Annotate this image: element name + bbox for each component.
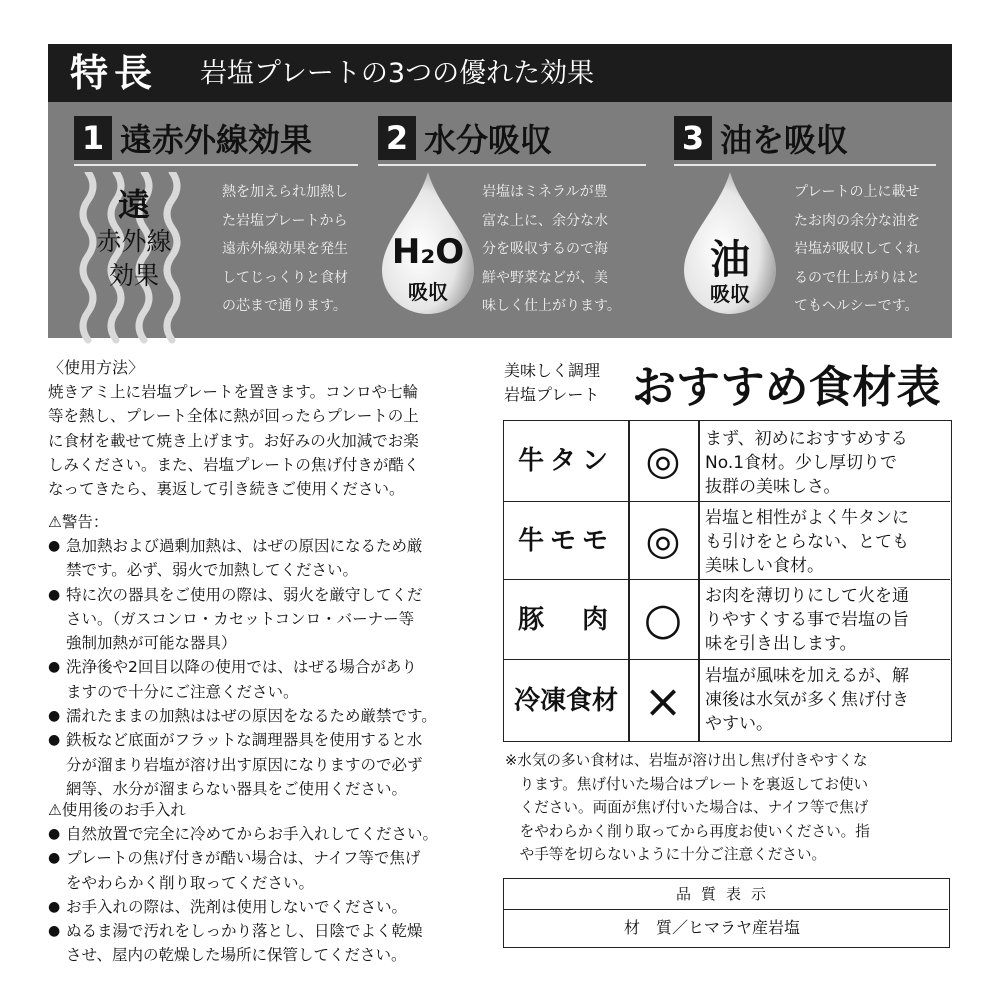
warning-heading: ⚠警告： [48, 513, 109, 531]
care-item: ● プレートの焦げ付きが酷い場合は、ナイフ等で焦げ をやわらかく削り取ってください。 [48, 846, 493, 895]
food-description: 岩塩が風味を加えるが、解 凍後は水気が多く焦げ付き やすい。 [705, 666, 909, 734]
heat-wave-icon [74, 172, 194, 344]
warning-item: ● 特に次の器具をご使用の際は、弱火を厳守してくだ さい。（ガスコンロ・カセットコンロ・バーナー等 強制加熱が可能な器具） [48, 583, 493, 656]
desc-line: 熱を加えられ加熱し [222, 184, 348, 200]
desc-line: プレートの上に載せ [794, 184, 920, 200]
feature-title: 特長 [70, 51, 159, 95]
feature-oil-absorption [674, 114, 942, 334]
feature-heading [378, 114, 552, 162]
usage-section [48, 356, 488, 501]
warning-item: ● 洗浄後や2回目以降の使用では、はぜる場合があり ますので十分にご注意ください。 [48, 655, 493, 704]
desc-line: るので仕上がりはと [794, 269, 920, 286]
care-item: ● 自然放置で完全に冷めてからお手入れしてください。 [48, 822, 493, 846]
feature-far-infrared [74, 114, 358, 334]
feature-number: 2 [378, 116, 416, 160]
feature-divider [378, 164, 646, 166]
icon-label: 効果 [108, 261, 159, 290]
table-row [504, 659, 950, 742]
table-row [504, 579, 950, 660]
feature-divider [74, 164, 358, 166]
feature-heading [674, 114, 848, 162]
rating-double-circle-icon: ◎ [645, 438, 681, 484]
food-name: 豚 肉 [517, 605, 614, 635]
care-section [48, 798, 493, 968]
food-name: 冷凍食材 [513, 686, 618, 716]
feature-subtitle: 岩塩プレートの3つの優れた効果 [200, 58, 595, 89]
table-row [504, 501, 950, 580]
icon-label: 吸収 [408, 280, 448, 304]
food-name: 牛タン [517, 446, 614, 476]
feature-heading-text: 油を吸収 [720, 121, 849, 159]
usage-title: 〈使用方法〉 [48, 358, 145, 377]
food-description: お肉を薄切りにして火を通 りやすくする事で岩塩の旨 味を引き出します。 [705, 586, 909, 654]
desc-line: てもヘルシーです。 [794, 298, 919, 314]
icon-label: H₂O [391, 232, 465, 272]
desc-line: 岩塩はミネラルが豊 [482, 184, 608, 200]
warning-item: ● 鉄板など底面がフラットな調理器具を使用すると水 分が溜まり岩塩が溶け出す原因になりますので必ず 網等、水分が溜まらない器具をご使用ください。 [48, 728, 493, 801]
table-row [504, 421, 950, 501]
warning-section [48, 510, 493, 801]
food-description: まず、初めにおすすめする No.1食材。少し厚切りで 抜群の美味しさ。 [705, 429, 908, 497]
icon-label: 吸収 [710, 282, 750, 306]
feature-number: 3 [674, 116, 712, 160]
care-item: ● ぬるま湯で汚れをしっかり落とし、日陰でよく乾燥 させ、屋内の乾燥した場所に保管してください。 [48, 919, 493, 968]
desc-line: の芯まで通ります。 [222, 298, 347, 314]
icon-label: 油 [710, 237, 750, 283]
care-item: ● お手入れの際は、洗剤は使用しないでください。 [48, 895, 493, 919]
usage-text: 焼きアミ上に岩塩プレートを置きます。コンロや七輪 等を熱し、プレート全体に熱が回ったらプレートの上 に食材を載せて焼き上げます。お好みの火加減でお楽 しみください。また、岩塩プレートの焦げ付きが酷く なってきたら、裏返して引き続きご使用ください。 [48, 383, 420, 499]
desc-line: 岩塩が吸収してくれ [794, 241, 920, 257]
desc-line: 鮮や野菜などが、美 [482, 269, 608, 286]
desc-line: たお肉の余分な油を [794, 212, 920, 229]
icon-label: 遠 [117, 186, 150, 224]
desc-line: 遠赤外線効果を発生 [222, 241, 348, 257]
rating-cross-icon: × [643, 674, 683, 728]
recommend-subtitle: 岩塩プレート [504, 385, 600, 404]
icon-label: 赤外線 [96, 227, 172, 256]
feature-heading-text: 遠赤外線効果 [120, 121, 313, 159]
feature-description [482, 178, 621, 321]
quality-material: 材 質／ヒマラヤ産岩塩 [624, 918, 801, 937]
desc-line: 味しく仕上がります。 [482, 298, 621, 314]
feature-description [222, 178, 348, 321]
desc-line: 分を吸収するので海 [482, 241, 608, 257]
feature-header [48, 44, 952, 102]
food-name: 牛モモ [517, 526, 614, 556]
recommend-table [503, 420, 952, 742]
desc-line: 富な上に、余分な水 [482, 212, 608, 229]
quality-label-box [503, 878, 950, 948]
feature-water-absorption [378, 114, 646, 334]
food-description: 岩塩と相性がよく牛タンに も引けをとらない、とても 美味しい食材。 [705, 508, 909, 576]
feature-panel [48, 44, 952, 338]
water-drop-icon [378, 168, 478, 318]
caution-note: ※水気の多い食材は、岩塩が溶け出し焦げ付きやすくな ります。焦げ付いた場合はプレートを裏返してお使い ください。両面が焦げ付いた場合は、ナイフ等で焦げ をやわらかく削り取ってから再度お使いください。指 や手等を切らないように十分ご注意ください。 [505, 752, 870, 864]
warning-item: ● 濡れたままの加熱ははぜの原因をなるため厳禁です。 [48, 704, 493, 728]
care-heading: ⚠使用後のお手入れ [48, 801, 186, 819]
recommend-subtitle: 美味しく調理 [504, 361, 601, 380]
oil-drop-icon [680, 168, 780, 318]
feature-heading [74, 114, 312, 162]
warning-item: ● 急加熱および過剰加熱は、はぜの原因になるため厳 禁です。必ず、弱火で加熱してください。 [48, 534, 493, 583]
feature-heading-text: 水分吸収 [424, 121, 553, 159]
desc-line: してじっくりと食材 [222, 269, 348, 286]
quality-heading: 品質表示 [504, 879, 948, 910]
rating-circle-icon: ○ [643, 594, 683, 645]
feature-number: 1 [74, 116, 112, 160]
desc-line: た岩塩プレートから [222, 212, 348, 229]
recommend-title: おすすめ食材表 [632, 362, 941, 413]
feature-divider [674, 164, 936, 166]
feature-description [794, 178, 920, 321]
rating-double-circle-icon: ◎ [645, 518, 681, 564]
